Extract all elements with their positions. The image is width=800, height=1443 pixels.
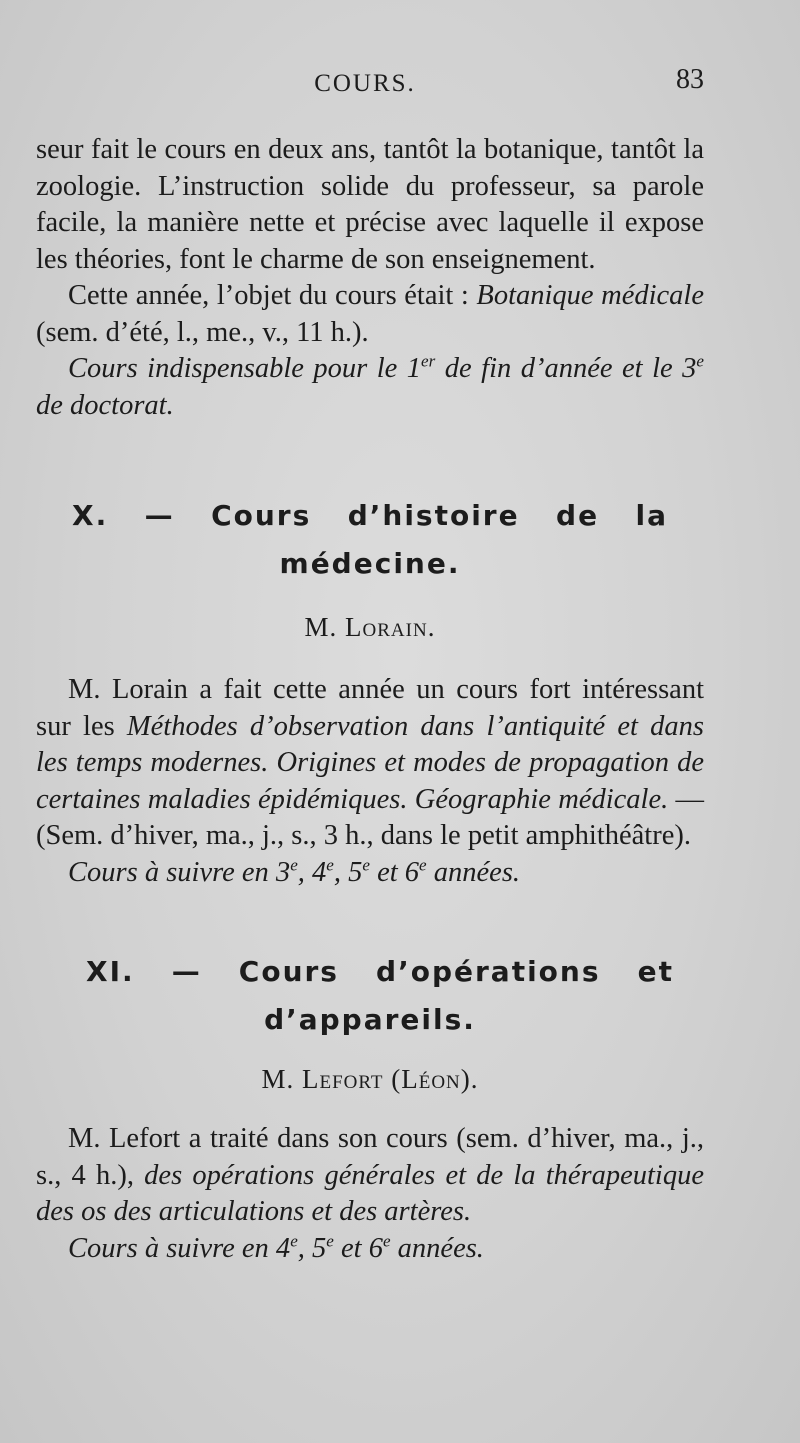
- paragraph: [36, 672, 704, 855]
- text-run: Cours indispensable pour le 1: [68, 353, 422, 384]
- heading-word: Cours: [238, 955, 339, 988]
- course-title: des opérations générales et de la thérapeutique des os des articulations et des artères.: [36, 1159, 704, 1227]
- text-run: (sem. d’été, l., me., v., 11 h.).: [36, 316, 369, 348]
- heading-word: d’appareils.: [264, 1003, 476, 1036]
- superscript: e: [419, 855, 427, 874]
- heading-word: la: [635, 499, 668, 532]
- paragraph: [36, 1231, 704, 1268]
- superscript: er: [421, 351, 436, 371]
- text-run: — (Sem. d’hiver, ma., j., s., 3 h., dans le petit amphithéâtre).: [36, 783, 704, 851]
- text-run: M. Lefort a traité dans son cours (sem. d’hiver, ma., j., s., 4 h.),: [36, 1123, 704, 1191]
- heading-word: médecine.: [279, 547, 461, 580]
- section-xi-professor: [36, 1061, 704, 1098]
- heading-word: d’opérations: [376, 955, 601, 988]
- superscript: e: [362, 855, 370, 874]
- text-run: , 5: [297, 1232, 327, 1264]
- superscript: e: [290, 1231, 298, 1250]
- section-x-body: [36, 672, 704, 891]
- text-run: années.: [390, 1232, 484, 1264]
- text-run: Cours à suivre en 4: [68, 1232, 291, 1264]
- running-head-title: COURS.: [314, 70, 416, 97]
- section-x-heading: [36, 492, 704, 588]
- text-run: de fin d’année et le 3: [435, 353, 697, 384]
- section-xi-body: [36, 1121, 704, 1267]
- text-run: et 6: [333, 1232, 383, 1264]
- section-x-professor: [36, 609, 704, 646]
- text-run: années.: [426, 856, 521, 888]
- section-number: X.: [72, 499, 109, 532]
- course-title: Botanique médicale: [476, 280, 705, 311]
- heading-word: de: [556, 499, 600, 532]
- paragraph: [36, 278, 704, 351]
- superscript: e: [290, 855, 298, 874]
- section-number: XI.: [86, 955, 135, 988]
- superscript: e: [326, 1231, 334, 1250]
- text-run: Cours à suivre en 3: [68, 856, 291, 888]
- heading-word: Cours: [211, 499, 312, 532]
- text-run: M. Lorain a fait cette année un cours fort intéressant sur les: [36, 674, 704, 742]
- superscript: e: [696, 351, 704, 371]
- heading-dash: —: [144, 499, 175, 532]
- text-run: et 6: [369, 856, 420, 888]
- heading-word: et: [637, 955, 674, 988]
- heading-word: d’histoire: [347, 499, 520, 532]
- text-run: Cette année, l’objet du cours était :: [68, 280, 477, 311]
- paragraph: [36, 855, 704, 892]
- intro-block: [36, 132, 704, 424]
- professor-name: M. Lefort (Léon).: [261, 1064, 479, 1094]
- paragraph: seur fait le cours en deux ans, tantôt la botanique, tantôt la zoologie. L’instruction solide du professeur, sa parole facile, la manière nette et précise avec laquelle il expose les théories, font le charme de son enseignement.: [36, 134, 704, 275]
- course-title: Méthodes d’observation dans l’antiquité et dans les temps modernes. Origines et modes de propagation de certaines maladies épidémiques. Géographie médicale.: [36, 710, 705, 815]
- paragraph: [36, 351, 704, 424]
- section-xi-heading: [36, 948, 704, 1044]
- heading-dash: —: [171, 955, 202, 988]
- superscript: e: [382, 1231, 391, 1250]
- professor-name: M. Lorain.: [304, 612, 436, 642]
- text-run: de doctorat.: [36, 389, 174, 421]
- superscript: e: [326, 855, 334, 874]
- text-run: , 5: [333, 856, 363, 888]
- text-run: , 4: [297, 856, 327, 888]
- paragraph: [36, 1121, 704, 1231]
- page-number: 83: [676, 64, 704, 95]
